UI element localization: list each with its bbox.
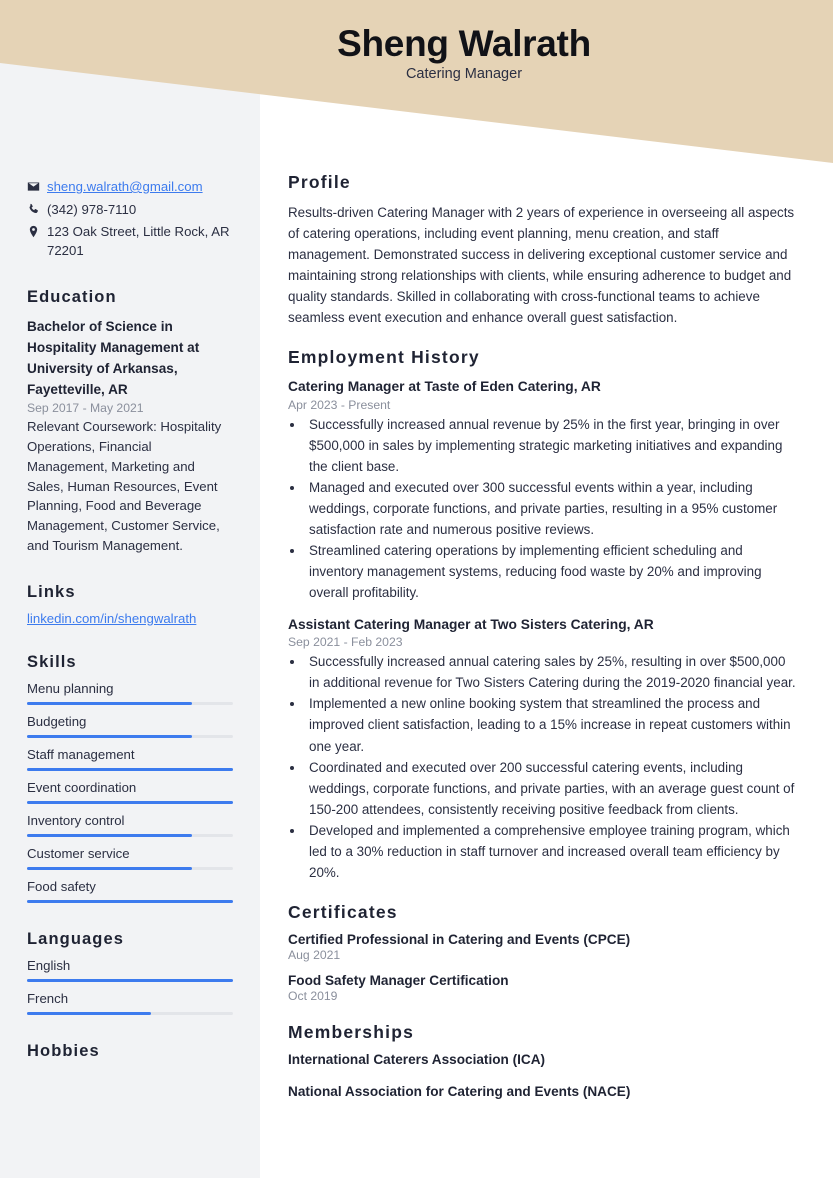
language-item bbox=[27, 991, 233, 1015]
memberships-heading: Memberships bbox=[288, 1021, 415, 1042]
profile-heading: Profile bbox=[288, 172, 351, 192]
skill-label: Staff management bbox=[27, 746, 135, 762]
hobbies-heading: Hobbies bbox=[27, 1041, 100, 1060]
skill-bar-fill bbox=[27, 702, 192, 705]
job-date: Sep 2021 - Feb 2023 bbox=[288, 635, 403, 650]
job-title: Assistant Catering Manager at Two Sisters Catering, AR bbox=[288, 617, 654, 633]
skills-heading: Skills bbox=[27, 652, 77, 671]
skill-item bbox=[27, 780, 233, 804]
membership-item: International Caterers Association (ICA) bbox=[288, 1051, 546, 1067]
certificates-heading: Certificates bbox=[288, 901, 398, 922]
contact-list bbox=[27, 178, 233, 261]
skill-bar-track bbox=[27, 867, 233, 870]
certificate-date: Aug 2021 bbox=[288, 947, 341, 962]
contact-item-email bbox=[27, 178, 233, 197]
skill-bar-track bbox=[27, 834, 233, 837]
skill-bar-fill bbox=[27, 900, 233, 903]
job-bullet: • Streamlined catering operations by implementing efficient scheduling and inventory management systems, reducing food waste by 20% and improving overall profitability. bbox=[305, 540, 797, 603]
skill-label: Food safety bbox=[27, 878, 96, 894]
language-bar-track bbox=[27, 1012, 233, 1015]
skill-bar-track bbox=[27, 801, 233, 804]
certificates-list bbox=[288, 932, 797, 1003]
job-bullet: • Implemented a new online booking system that streamlined the process and improved client satisfaction, leading to a 15% increase in repeat customers within one year. bbox=[305, 693, 797, 756]
education-entry bbox=[27, 316, 233, 556]
job-bullet-list bbox=[305, 651, 797, 883]
job-bullet-list bbox=[305, 414, 797, 603]
profile-text: Results-driven Catering Manager with 2 years of experience in overseeing all aspects of catering operations, including event planning, menu creation, and staff management. Demonstrated success in delivering exceptional customer service and maintaining strong relationships with clients, while ensuring adherence to budget and quality standards. Skilled in collaborating with cross-functional teams to achieve seamless event execution and enhance overall guest satisfaction. bbox=[288, 205, 795, 326]
email-link[interactable]: sheng.walrath@gmail.com bbox=[47, 179, 203, 194]
skill-bar-fill bbox=[27, 867, 192, 870]
skill-label: Event coordination bbox=[27, 779, 137, 795]
link-item bbox=[27, 611, 233, 626]
skill-bar-fill bbox=[27, 834, 192, 837]
jobs-list bbox=[288, 377, 797, 883]
education-date: Sep 2017 - May 2021 bbox=[27, 401, 144, 416]
skill-bar-track bbox=[27, 900, 233, 903]
membership-item: National Association for Catering and Events (NACE) bbox=[288, 1083, 631, 1099]
language-bar-fill bbox=[27, 979, 233, 982]
skill-bar-fill bbox=[27, 735, 192, 738]
skills-list bbox=[27, 681, 233, 903]
skill-label: Customer service bbox=[27, 845, 130, 861]
certificate-entry bbox=[288, 973, 797, 1003]
skill-item bbox=[27, 747, 233, 771]
languages-heading: Languages bbox=[27, 929, 125, 948]
skill-bar-track bbox=[27, 702, 233, 705]
education-description: Relevant Coursework: Hospitality Operations, Financial Management, Marketing and Sales, Human Resources, Event Planning, Food and Beverage Management, Customer Service, and Tourism Management. bbox=[27, 419, 222, 553]
memberships-section bbox=[288, 1022, 797, 1099]
job-bullet: • Successfully increased annual revenue by 25% in the first year, bringing in over $500,000 in sales by implementing strategic marketing initiatives and expanding the client base. bbox=[305, 414, 797, 477]
location-pin-icon bbox=[27, 223, 47, 238]
job-entry bbox=[288, 615, 797, 883]
phone-value: (342) 978-7110 bbox=[47, 201, 137, 217]
language-bar-fill bbox=[27, 1012, 151, 1015]
skill-item bbox=[27, 846, 233, 870]
skill-bar-fill bbox=[27, 801, 233, 804]
language-label: French bbox=[27, 990, 69, 1006]
job-date: Apr 2023 - Present bbox=[288, 397, 391, 412]
links-heading: Links bbox=[27, 582, 76, 601]
language-bar-track bbox=[27, 979, 233, 982]
main-content bbox=[260, 0, 833, 1118]
education-title: Bachelor of Science in Hospitality Management at University of Arkansas, Fayetteville, AR bbox=[27, 318, 200, 398]
job-title-subtitle: Catering Manager bbox=[405, 66, 523, 83]
skill-bar-fill bbox=[27, 768, 233, 771]
profile-section bbox=[288, 172, 797, 328]
skill-bar-track bbox=[27, 735, 233, 738]
job-entry bbox=[288, 377, 797, 603]
phone-icon bbox=[27, 201, 47, 216]
memberships-list bbox=[288, 1052, 797, 1099]
job-bullet: • Coordinated and executed over 200 successful catering events, including weddings, corporate functions, and private parties, with an average guest count of 150-200 attendees, consistently receiving positive feedback from clients. bbox=[305, 757, 797, 820]
linkedin-link[interactable]: linkedin.com/in/shengwalrath bbox=[27, 610, 197, 626]
skill-item bbox=[27, 714, 233, 738]
skill-item bbox=[27, 813, 233, 837]
address-value: 123 Oak Street, Little Rock, AR 72201 bbox=[47, 224, 230, 259]
employment-section bbox=[288, 347, 797, 883]
certificate-entry bbox=[288, 932, 797, 962]
skill-label: Inventory control bbox=[27, 812, 125, 828]
certificate-date: Oct 2019 bbox=[288, 988, 338, 1003]
sidebar-content bbox=[0, 0, 260, 1070]
page-title: Sheng Walrath bbox=[337, 23, 591, 64]
job-bullet: • Successfully increased annual catering sales by 25%, resulting in over $500,000 in additional revenue for Two Sisters Catering during the 2019-2020 financial year. bbox=[305, 651, 797, 693]
contact-item-address bbox=[27, 223, 233, 260]
education-heading: Education bbox=[27, 287, 117, 306]
job-title: Catering Manager at Taste of Eden Catering, AR bbox=[288, 379, 601, 395]
language-label: English bbox=[27, 957, 71, 973]
skill-bar-track bbox=[27, 768, 233, 771]
job-bullet: • Managed and executed over 300 successful events within a year, including weddings, corporate functions, and private parties, resulting in a 95% customer satisfaction rate and numerous positive reviews. bbox=[305, 477, 797, 540]
contact-item-phone bbox=[27, 201, 233, 220]
skill-item bbox=[27, 879, 233, 903]
skill-label: Budgeting bbox=[27, 713, 87, 729]
certificate-title: Food Safety Manager Certification bbox=[288, 972, 509, 988]
skill-item bbox=[27, 681, 233, 705]
employment-heading: Employment History bbox=[288, 347, 480, 368]
language-item bbox=[27, 958, 233, 982]
certificate-title: Certified Professional in Catering and Events (CPCE) bbox=[288, 931, 631, 947]
languages-list bbox=[27, 958, 233, 1015]
job-bullet: • Developed and implemented a comprehensive employee training program, which led to a 30% reduction in staff turnover and increased overall team efficiency by 20%. bbox=[305, 820, 797, 883]
skill-label: Menu planning bbox=[27, 680, 114, 696]
certificates-section bbox=[288, 902, 797, 1003]
email-icon bbox=[27, 178, 47, 193]
